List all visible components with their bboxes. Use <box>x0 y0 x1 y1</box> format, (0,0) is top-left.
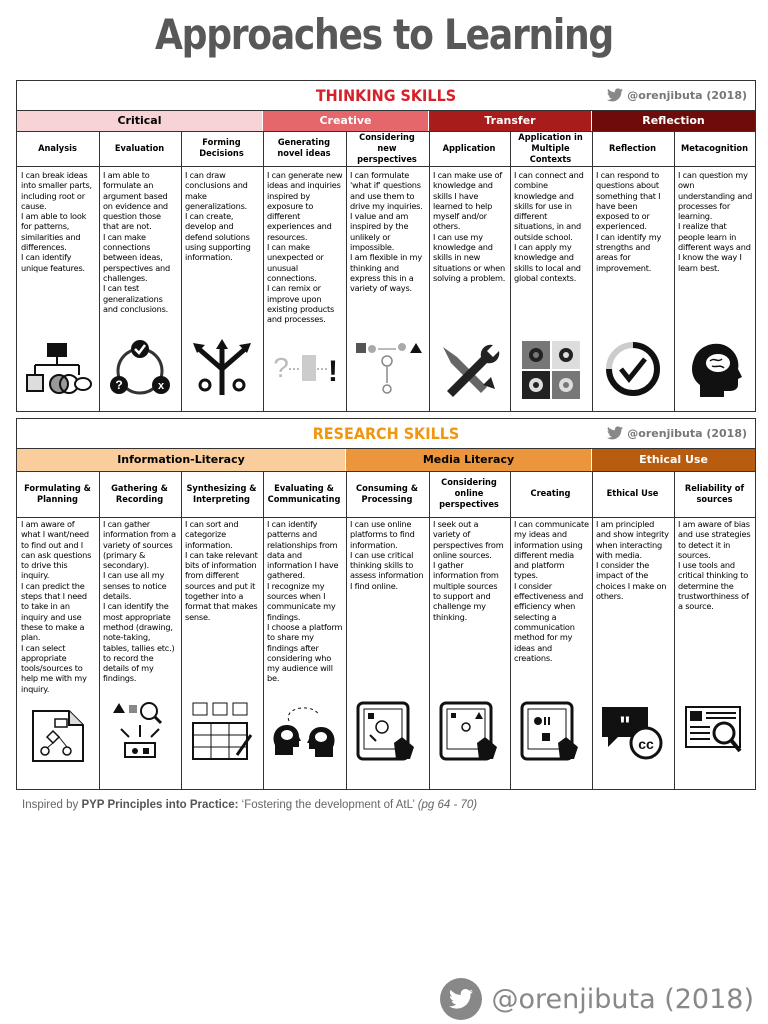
evaluation-cycle-icon <box>105 339 175 404</box>
handle-badge <box>607 88 747 102</box>
thinking-skills-section <box>16 80 756 412</box>
research-col-description: I am principled and show integrity when interacting with media. I consider the impact of the choices I make on others. <box>596 519 669 602</box>
handle-badge <box>607 426 747 440</box>
tools-icon <box>435 339 505 404</box>
footnote-prefix: Inspired by <box>22 799 82 811</box>
tablet-create-icon <box>516 699 586 768</box>
category-critical: Critical <box>17 111 262 131</box>
brain-head-icon <box>680 339 750 404</box>
tablet-consume-icon <box>352 699 422 768</box>
research-col-head: Gathering & Recording <box>111 483 168 505</box>
thinking-col-head: Generating novel ideas <box>277 138 331 159</box>
thinking-skills-title: THINKING SKILLS <box>315 86 457 105</box>
gears-grid-icon <box>516 339 586 404</box>
research-col-head: Formulating & Planning <box>24 483 91 505</box>
twitter-bird-icon <box>607 88 623 102</box>
thinking-col-description: I can make use of knowledge and skills I have learned to help myself and/or others. I can use my knowledge and skills in new situations or when solving a problem. <box>433 170 506 283</box>
thinking-col-head: Forming Decisions <box>199 138 244 159</box>
thinking-col-head: Application in Multiple Contexts <box>518 132 583 165</box>
thinking-col-head: Application <box>442 143 496 154</box>
handle-text: @orenjibuta (2018) <box>627 426 747 440</box>
research-col-description: I can use online platforms to find information. I can use critical thinking skills to assess information I find online. <box>350 519 424 591</box>
footnote-quote: ‘Fostering the development of AtL’ <box>238 799 418 811</box>
thinking-col-description: I can connect and combine knowledge and skills for use in different situations, in and outside school. I can apply my knowledge and skills to local and global contexts. <box>514 170 584 283</box>
handle-text: @orenjibuta (2018) <box>627 88 747 102</box>
research-col-description: I can communicate my ideas and information using different media and platform types. I consider effectiveness and efficiency when selecting a communication method for my ideas and creations. <box>514 519 589 663</box>
research-skills-title: RESEARCH SKILLS <box>312 424 460 443</box>
creative-commons-icon <box>598 699 668 768</box>
thinking-col-description: I can respond to questions about something that I have been exposed to or experienced. I can identify my strengths and areas for improvement. <box>596 170 662 273</box>
newspaper-magnifier-icon <box>680 699 750 768</box>
svg-text:?: ? <box>273 352 289 383</box>
gathering-funnel-icon <box>105 699 175 768</box>
bottom-handle-text: @orenjibuta (2018) <box>491 983 754 1015</box>
research-col-description: I seek out a variety of perspectives from online sources. I gather information from multiple sources to support and challenge my thinking. <box>433 519 504 622</box>
category-reflection: Reflection <box>592 111 755 131</box>
research-col-description: I can gather information from a variety of sources (primary & secondary). I can use all my senses to notice details. I can identify the most appropriate method (drawing, note-taking, tables, tallies etc.) to record the details of my findings. <box>103 519 176 684</box>
svg-text:cc: cc <box>638 736 654 752</box>
svg-text:?: ? <box>115 378 123 392</box>
category-creative: Creative <box>263 111 428 131</box>
perspectives-icon <box>352 339 422 404</box>
research-col-head: Considering online perspectives <box>439 478 499 510</box>
svg-text:": " <box>619 712 631 739</box>
footnote-pages: (pg 64 - 70) <box>417 799 478 811</box>
synthesis-table-icon <box>187 699 257 768</box>
analysis-diagram-icon <box>23 339 93 404</box>
thinking-col-description: I can break ideas into smaller parts, including root or cause. I am able to look for patterns, similarities and differences. I can identify unique features. <box>21 170 92 273</box>
category-information-literacy: Information-Literacy <box>17 449 345 471</box>
thinking-col-head: Evaluation <box>114 143 165 154</box>
tablet-perspectives-icon <box>435 699 505 768</box>
thinking-col-description: I am able to formulate an argument based on evidence and question those that are not. I can make connections between ideas, perspectives and challenges. I can test generalizations and conclusions. <box>103 170 171 314</box>
decision-arrows-icon <box>187 339 257 404</box>
thinking-col-description: I can formulate 'what if' questions and use them to drive my inquiries. I value and am inspired by the unlikely or impossible. I am flexible in my thinking and express this in a variety of ways. <box>350 170 423 294</box>
main-title: Approaches to Learning <box>154 10 614 59</box>
research-col-description: I am aware of bias and use strategies to detect it in sources. I use tools and critical thinking to determine the trustworthiness of a source. <box>678 519 751 612</box>
twitter-bird-icon <box>440 978 482 1020</box>
footnote-source: PYP Principles into Practice: <box>81 799 239 811</box>
category-ethical-use: Ethical Use <box>592 449 755 471</box>
bottom-handle <box>440 978 755 1020</box>
research-col-head: Ethical Use <box>606 489 659 499</box>
reflection-check-icon <box>598 339 668 404</box>
category-transfer: Transfer <box>429 111 591 131</box>
footnote <box>22 799 477 811</box>
thinking-col-head: Considering new perspectives <box>357 132 417 165</box>
research-col-head: Evaluating & Communicating <box>267 483 341 505</box>
research-col-description: I can sort and categorize information. I can take relevant bits of information from different sources and put it together into a format that makes sense. <box>185 519 258 622</box>
twitter-bird-icon <box>607 426 623 440</box>
research-col-head: Creating <box>530 489 571 499</box>
research-col-description: I am aware of what I want/need to find out and I can ask questions to drive this inquiry. I can predict the steps that I need to take in an inquiry and use these to make a plan. I can select appropriate tools/sources to help me with my inquiry. <box>21 519 92 694</box>
svg-text:x: x <box>157 380 165 392</box>
planning-flowchart-icon <box>23 699 93 768</box>
thinking-col-head: Reflection <box>608 143 657 154</box>
thinking-col-description: I can generate new ideas and inquiries inspired by exposure to different experiences and resources. I can make unexpected or unusual connections. I can remix or improve upon existing products and processes. <box>267 170 343 325</box>
idea-process-icon <box>269 339 339 404</box>
research-col-head: Synthesizing & Interpreting <box>186 483 257 505</box>
research-col-head: Consuming & Processing <box>356 483 418 505</box>
communicating-heads-icon <box>269 699 339 768</box>
svg-text:!: ! <box>328 355 338 388</box>
category-media-literacy: Media Literacy <box>346 449 591 471</box>
thinking-col-head: Analysis <box>38 143 77 154</box>
thinking-col-description: I can draw conclusions and make generalizations. I can create, develop and defend solutions using supporting information. <box>185 170 251 263</box>
research-col-description: I can identify patterns and relationships from data and information I have gathered. I recognize my sources when I communicate my findings. I choose a platform to share my findings after considering who my audience will be. <box>267 519 343 684</box>
thinking-col-description: I can question my own understanding and processes for learning. I realize that people learn in different ways and I know the way I learn best. <box>678 170 753 273</box>
research-skills-section <box>16 418 756 790</box>
thinking-col-head: Metacognition <box>680 143 749 154</box>
research-col-head: Reliability of sources <box>684 483 745 505</box>
